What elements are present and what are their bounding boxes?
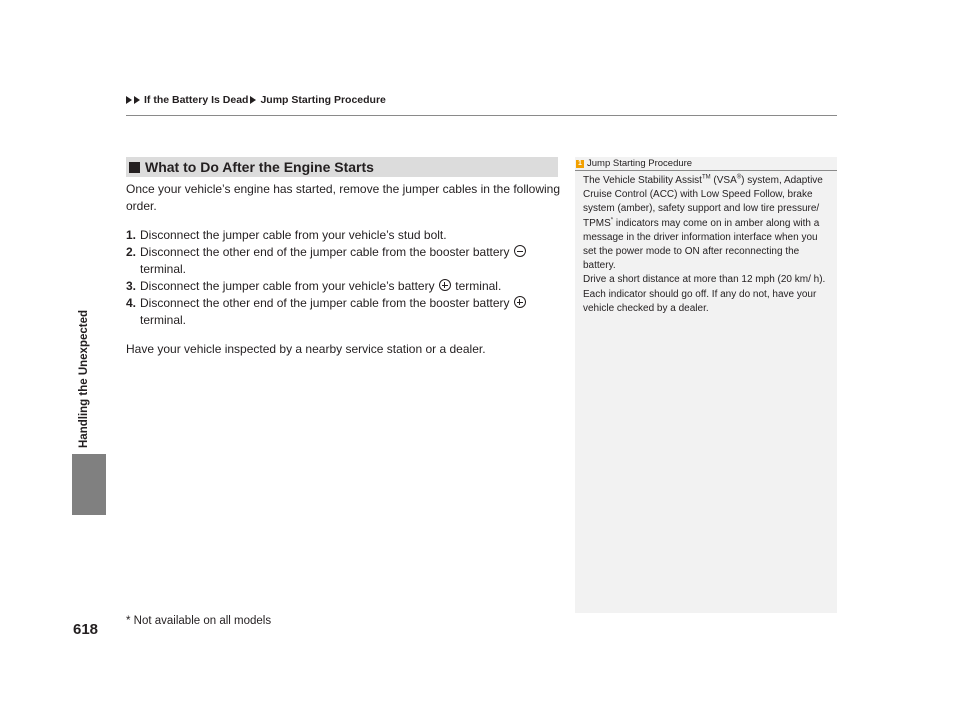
footnote-marker[interactable]: * [610,217,614,224]
page-number: 618 [73,621,99,638]
step-text: Disconnect the other end of the jumper cable from the booster battery terminal. [140,244,527,278]
list-item [126,227,560,244]
breadcrumb [126,94,388,106]
list-item [126,244,560,278]
minus-terminal-icon [514,245,526,257]
step-text: Disconnect the other end of the jumper cable from the booster battery terminal. [140,295,527,329]
header-divider [126,115,837,116]
plus-terminal-icon [514,296,526,308]
note-header [575,157,837,171]
section-body [126,181,560,358]
note-title[interactable]: Jump Starting Procedure [587,158,693,169]
breadcrumb-arrow-icon [126,96,132,104]
footnote: * Not available on all models [126,615,272,627]
step-text: Disconnect the jumper cable from your vehicle’s stud bolt. [140,228,447,242]
breadcrumb-item[interactable]: Jump Starting Procedure [260,94,386,106]
section-heading [126,157,558,177]
plus-terminal-icon [439,279,451,291]
closing-paragraph: Have your vehicle inspected by a nearby service station or a dealer. [126,342,486,356]
breadcrumb-item[interactable]: If the Battery Is Dead [144,94,249,106]
note-paragraph: Drive a short distance at more than 12 mph (20 km/ h). Each indicator should go off. If any do not, have your vehicle checked by a dealer. [583,274,826,314]
chapter-tab-marker [72,454,106,515]
step-number: 3. [126,279,137,293]
note-body [583,174,833,316]
chapter-side-label: Handling the Unexpected [78,309,90,448]
note-marker-icon: 1 [576,160,584,168]
section-title: What to Do After the Engine Starts [145,159,374,175]
breadcrumb-arrow-icon [250,96,256,104]
list-item [126,278,560,295]
step-number: 2. [126,245,137,259]
note-paragraph: The Vehicle Stability Assist™ (VSA®) system, Adaptive Cruise Control (ACC) with Low Speed Follow, brake system (amber), safety support and low tire pressure/ TPMS* indicators may come on in amber along with a message in the driver information interface when you set the power mode to ON after reconnecting the battery. [583,174,823,272]
square-bullet-icon [129,162,140,173]
list-item [126,295,560,329]
steps-list [126,227,560,329]
intro-paragraph: Once your vehicle’s engine has started, remove the jumper cables in the following order. [126,182,561,213]
step-number: 1. [126,228,137,242]
step-text: Disconnect the jumper cable from your vehicle’s battery terminal. [140,279,502,293]
breadcrumb-arrow-icon [134,96,140,104]
step-number: 4. [126,296,137,310]
